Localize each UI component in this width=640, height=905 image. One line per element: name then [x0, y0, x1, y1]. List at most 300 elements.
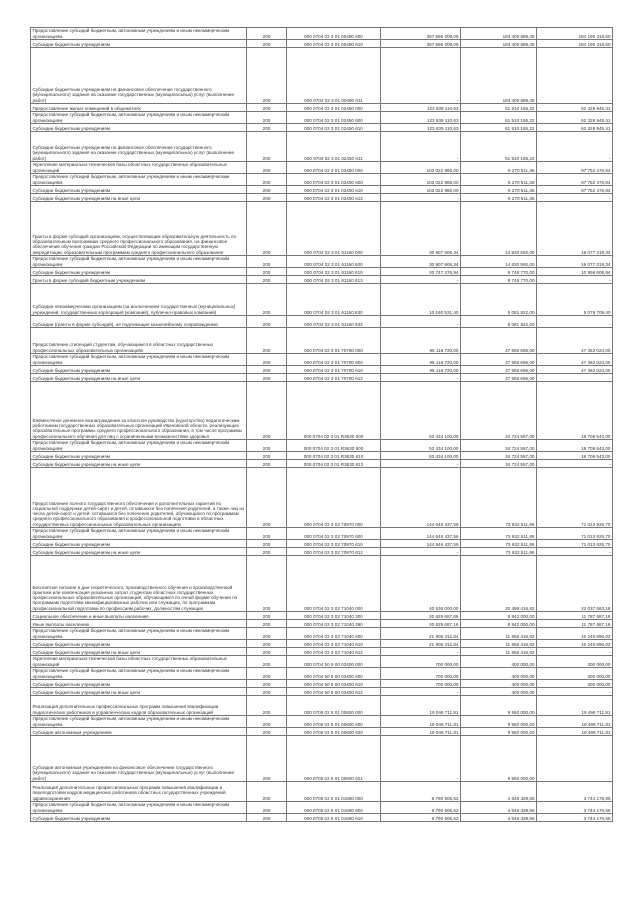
- row-name-cell: Ежемесячное денежное вознаграждение за классное руководство (кураторство) педагогическим работникам государственных образовательных организаций Ивановской области, реализующих образовательные программы среднего профессионального образования, в том числе программы профессионального обучения для лиц с ограниченными возможностями здоровья: [31, 382, 247, 440]
- row-value1-cell: 144 646 437,56: [381, 540, 461, 548]
- row-value1-cell: 367 596 208,05: [381, 28, 461, 40]
- table-row: [31, 548, 613, 556]
- row-group-cell: 200: [247, 256, 287, 268]
- row-value2-cell: 61 510 165,22: [461, 104, 537, 112]
- row-value1-cell: 21 906 312,84: [381, 628, 461, 640]
- row-value1-cell: -: [381, 132, 461, 162]
- row-value2-cell: 400 000,00: [461, 656, 537, 668]
- row-value1-cell: -: [381, 374, 461, 382]
- row-name-cell: Предоставление субсидий бюджетным, автономным учреждениям и иным некоммерческим организациям: [31, 628, 247, 640]
- row-group-cell: 200: [247, 728, 287, 736]
- row-group-cell: 200: [247, 104, 287, 112]
- row-value3-cell: 19 496 711,81: [537, 716, 613, 728]
- row-value2-cell: 9 550 000,00: [461, 728, 537, 736]
- row-value3-cell: 16 077 319,34: [537, 256, 613, 268]
- row-value3-cell: 18 709 543,00: [537, 452, 613, 460]
- table-row: [31, 366, 613, 374]
- row-group-cell: 200: [247, 316, 287, 328]
- row-value2-cell: 183 405 889,45: [461, 40, 537, 48]
- row-value3-cell: 10 249 896,02: [537, 640, 613, 648]
- row-value1-cell: 700 000,00: [381, 656, 461, 668]
- table-row: [31, 256, 613, 268]
- row-name-cell: Гранты в форме субсидий организациям, осуществляющим образовательную деятельность по образовательным программам среднего профессионального образования, на финансовое обеспечение обучения граждан Российской Федерации по имеющим государственную аккредитацию образовательным программам среднего профессионального образования: [31, 202, 247, 256]
- table-row: [31, 680, 613, 688]
- row-value3-cell: 184 190 318,60: [537, 28, 613, 40]
- row-group-cell: 200: [247, 194, 287, 202]
- row-code-cell: 000 0704 02 3 02 71040 610: [287, 640, 381, 648]
- row-value2-cell: 5 270 511,36: [461, 194, 537, 202]
- row-value1-cell: 19 046 711,81: [381, 728, 461, 736]
- row-value3-cell: 16 077 319,34: [537, 202, 613, 256]
- table-row: [31, 284, 613, 316]
- row-group-cell: 200: [247, 374, 287, 382]
- row-value3-cell: -: [537, 194, 613, 202]
- row-value1-cell: 10 160 531,40: [381, 284, 461, 316]
- row-value2-cell: 20 498 416,82: [461, 556, 537, 612]
- row-value3-cell: 19 496 711,81: [537, 728, 613, 736]
- row-group-cell: 200: [247, 468, 287, 528]
- table-row: [31, 112, 613, 124]
- row-value2-cell: 47 656 696,00: [461, 354, 537, 366]
- row-value2-cell: 183 405 889,45: [461, 28, 537, 40]
- row-name-cell: Субсидии бюджетным учреждениям: [31, 268, 247, 276]
- row-value1-cell: 53 434 100,00: [381, 382, 461, 440]
- table-row: [31, 460, 613, 468]
- row-code-cell: 000 0704 02 3 01 70780 610: [287, 366, 381, 374]
- row-value3-cell: 300 000,00: [537, 668, 613, 680]
- row-value2-cell: 9 748 770,00: [461, 276, 537, 284]
- row-value1-cell: 21 906 312,84: [381, 640, 461, 648]
- table-row: [31, 540, 613, 548]
- row-value3-cell: -: [537, 460, 613, 468]
- row-name-cell: Субсидии бюджетным учреждениям на иные цели: [31, 648, 247, 656]
- row-code-cell: 000 0704 02 3 01 R3630 612: [287, 460, 381, 468]
- row-code-cell: 000 0704 02 3 01 03400 612: [287, 194, 381, 202]
- row-value2-cell: 34 724 557,00: [461, 382, 537, 440]
- row-code-cell: 000 0704 02 3 01 61160 633: [287, 316, 381, 328]
- row-value3-cell: -: [537, 316, 613, 328]
- row-value1-cell: 19 046 711,81: [381, 716, 461, 728]
- row-code-cell: 000 0704 02 3 02 71040 600: [287, 628, 381, 640]
- row-value2-cell: 11 656 416,82: [461, 640, 537, 648]
- row-code-cell: 000 0704 02 3 02 71040 612: [287, 648, 381, 656]
- row-group-cell: 200: [247, 354, 287, 366]
- row-value3-cell: 3 744 175,96: [537, 802, 613, 814]
- row-code-cell: 000 0704 50 9 00 03400 612: [287, 688, 381, 696]
- table-row: [31, 382, 613, 440]
- row-value3-cell: 62 328 945,41: [537, 104, 613, 112]
- row-name-cell: Субсидии бюджетным учреждениям на финансовое обеспечение государственного (муниципального) задания на оказание государственных (муниципальных) услуг (выполнение работ): [31, 132, 247, 162]
- row-name-cell: Бесплатное питание в дни теоретического, производственного обучения и производственной практики или компенсация указанных затрат студентам областных государственных профессиональных образовательных организаций, обучающимся по очной форме обучения по программам подготовки квалифицированных рабочих или служащих, по программам профессиональной подготовки по профессиям рабочих, должностям служащих: [31, 556, 247, 612]
- row-name-cell: Субсидии бюджетным учреждениям на финансовое обеспечение государственного (муниципального) задания на оказание государственных (муниципальных) услуг (выполнение работ): [31, 48, 247, 104]
- row-code-cell: 000 0704 02 3 01 61160 613: [287, 276, 381, 284]
- row-code-cell: 000 0704 02 3 02 71040 000: [287, 556, 381, 612]
- row-value3-cell: 97 752 476,84: [537, 186, 613, 194]
- row-name-cell: Предоставление субсидий бюджетным, автономным учреждениям и иным некоммерческим организациям: [31, 528, 247, 540]
- row-name-cell: Субсидии автономным учреждениям на финансовое обеспечение государственного (муниципального) задания на оказание государственных (муниципальных) услуг (выполнение работ): [31, 736, 247, 782]
- row-code-cell: 000 0704 02 3 01 61160 630: [287, 284, 381, 316]
- row-value3-cell: -: [537, 548, 613, 556]
- row-value3-cell: 62 328 945,41: [537, 112, 613, 124]
- row-value3-cell: 300 000,00: [537, 656, 613, 668]
- row-name-cell: Укрепление материально-технической базы областных государственных образовательных организаций: [31, 162, 247, 174]
- row-value1-cell: 95 118 720,00: [381, 328, 461, 354]
- row-value1-cell: 700 000,00: [381, 680, 461, 688]
- row-value1-cell: -: [381, 316, 461, 328]
- row-code-cell: 000 0704 02 3 01 61160 000: [287, 202, 381, 256]
- row-value1-cell: -: [381, 460, 461, 468]
- row-group-cell: 200: [247, 366, 287, 374]
- row-value1-cell: 103 022 988,00: [381, 174, 461, 186]
- row-value2-cell: 4 646 329,56: [461, 782, 537, 802]
- row-value1-cell: 123 839 110,63: [381, 124, 461, 132]
- row-value2-cell: 9 550 000,00: [461, 736, 537, 782]
- row-name-cell: Субсидии (гранты в форме субсидий), не подлежащие казначейскому сопровождению: [31, 316, 247, 328]
- row-code-cell: 000 0705 02 5 01 00600 620: [287, 728, 381, 736]
- table-row: [31, 802, 613, 814]
- row-value1-cell: 8 790 505,52: [381, 802, 461, 814]
- row-value1-cell: 123 839 110,63: [381, 112, 461, 124]
- row-group-cell: 200: [247, 162, 287, 174]
- row-value3-cell: 47 462 024,00: [537, 354, 613, 366]
- row-code-cell: 000 0704 02 3 02 70970 612: [287, 548, 381, 556]
- table-row: [31, 186, 613, 194]
- table-row: [31, 374, 613, 382]
- table-row: [31, 132, 613, 162]
- row-code-cell: 000 0704 02 3 02 70970 600: [287, 528, 381, 540]
- row-value1-cell: 30 907 906,34: [381, 202, 461, 256]
- table-row: [31, 696, 613, 716]
- row-value2-cell: 61 510 165,22: [461, 124, 537, 132]
- row-name-cell: Укрепление материально-технической базы областных государственных образовательных организаций: [31, 656, 247, 668]
- table-row: [31, 40, 613, 48]
- row-value1-cell: -: [381, 688, 461, 696]
- row-value1-cell: 144 646 437,56: [381, 528, 461, 540]
- row-value2-cell: 400 000,00: [461, 680, 537, 688]
- row-name-cell: Субсидии бюджетным учреждениям: [31, 366, 247, 374]
- row-group-cell: 200: [247, 132, 287, 162]
- row-value3-cell: 71 013 925,70: [537, 540, 613, 548]
- row-value3-cell: -: [537, 648, 613, 656]
- row-code-cell: 000 0704 02 3 01 61160 610: [287, 268, 381, 276]
- row-group-cell: 200: [247, 648, 287, 656]
- row-value1-cell: 19 046 711,81: [381, 696, 461, 716]
- row-value3-cell: -: [537, 48, 613, 104]
- row-group-cell: 200: [247, 612, 287, 620]
- row-value2-cell: 47 656 696,00: [461, 374, 537, 382]
- row-code-cell: 000 0704 02 3 01 03400 600: [287, 174, 381, 186]
- budget-report-page: [30, 27, 612, 822]
- row-group-cell: 200: [247, 382, 287, 440]
- table-row: [31, 124, 613, 132]
- row-name-cell: Субсидии бюджетным учреждениям: [31, 540, 247, 548]
- row-value1-cell: 30 907 906,34: [381, 256, 461, 268]
- row-name-cell: Предоставление субсидий бюджетным, автономным учреждениям и иным некоммерческим организациям: [31, 174, 247, 186]
- table-row: [31, 648, 613, 656]
- row-name-cell: Предоставление субсидий бюджетным, автономным учреждениям и иным некоммерческим организациям: [31, 802, 247, 814]
- row-value3-cell: 11 787 687,16: [537, 620, 613, 628]
- row-value1-cell: 103 022 956,00: [381, 186, 461, 194]
- row-value1-cell: 95 118 720,00: [381, 354, 461, 366]
- table-row: [31, 328, 613, 354]
- row-group-cell: 200: [247, 688, 287, 696]
- row-group-cell: 200: [247, 656, 287, 668]
- row-value3-cell: 71 013 925,70: [537, 468, 613, 528]
- row-value3-cell: -: [537, 276, 613, 284]
- table-row: [31, 612, 613, 620]
- row-code-cell: 000 0704 02 3 01 70780 000: [287, 328, 381, 354]
- row-name-cell: Субсидии бюджетным учреждениям: [31, 186, 247, 194]
- row-code-cell: 000 0704 02 3 01 R3630 610: [287, 452, 381, 460]
- row-name-cell: Предоставление субсидий бюджетным, автономным учреждениям и иным некоммерческим организациям: [31, 256, 247, 268]
- row-name-cell: Реализация дополнительных профессиональных программ повышения квалификации и переподготовки кадров медицинских работников областных государственных учреждений здравоохранения: [31, 782, 247, 802]
- row-group-cell: 200: [247, 452, 287, 460]
- row-code-cell: 000 0704 50 9 00 03400 600: [287, 668, 381, 680]
- row-group-cell: 200: [247, 124, 287, 132]
- table-row: [31, 268, 613, 276]
- row-value1-cell: 123 839 110,63: [381, 104, 461, 112]
- row-value2-cell: 5 081 822,00: [461, 316, 537, 328]
- row-value1-cell: 20 629 687,66: [381, 612, 461, 620]
- row-value3-cell: -: [537, 132, 613, 162]
- table-row: [31, 688, 613, 696]
- row-value2-cell: 73 632 511,86: [461, 540, 537, 548]
- row-group-cell: 200: [247, 548, 287, 556]
- row-group-cell: 200: [247, 814, 287, 822]
- row-group-cell: 200: [247, 28, 287, 40]
- table-row: [31, 782, 613, 802]
- row-code-cell: 000 0704 50 9 00 03400 610: [287, 680, 381, 688]
- row-value2-cell: 5 081 822,00: [461, 284, 537, 316]
- table-row: [31, 716, 613, 728]
- row-code-cell: 000 0705 02 5 01 00600 000: [287, 696, 381, 716]
- row-value3-cell: 62 328 945,41: [537, 124, 613, 132]
- row-code-cell: 000 0704 02 3 01 61160 600: [287, 256, 381, 268]
- row-code-cell: 000 0704 02 3 01 02450 000: [287, 104, 381, 112]
- row-name-cell: Субсидии бюджетным учреждениям на иные цели: [31, 194, 247, 202]
- row-name-cell: Предоставление субсидий бюджетным, автономным учреждениям и иным некоммерческим организациям: [31, 28, 247, 40]
- table-row: [31, 440, 613, 452]
- row-value3-cell: 97 752 476,84: [537, 162, 613, 174]
- table-row: [31, 728, 613, 736]
- row-code-cell: 000 0704 02 3 01 70780 612: [287, 374, 381, 382]
- row-value1-cell: 8 790 505,52: [381, 782, 461, 802]
- row-value1-cell: 103 022 956,00: [381, 162, 461, 174]
- row-group-cell: 200: [247, 802, 287, 814]
- row-value1-cell: 367 596 208,05: [381, 40, 461, 48]
- row-group-cell: 200: [247, 284, 287, 316]
- row-code-cell: 000 0705 02 5 01 01660 600: [287, 802, 381, 814]
- table-row: [31, 668, 613, 680]
- table-row: [31, 316, 613, 328]
- row-value2-cell: 73 632 511,86: [461, 468, 537, 528]
- row-value2-cell: 47 656 696,00: [461, 366, 537, 374]
- row-value2-cell: 61 510 165,22: [461, 112, 537, 124]
- table-row: [31, 28, 613, 40]
- row-name-cell: Субсидии бюджетным учреждениям на иные цели: [31, 460, 247, 468]
- row-value3-cell: 47 462 024,00: [537, 328, 613, 354]
- row-value1-cell: 700 000,00: [381, 668, 461, 680]
- row-value2-cell: 5 270 511,36: [461, 186, 537, 194]
- row-group-cell: 200: [247, 112, 287, 124]
- row-code-cell: 000 0704 02 3 01 03400 000: [287, 162, 381, 174]
- row-group-cell: 200: [247, 620, 287, 628]
- row-name-cell: Субсидии некоммерческим организациям (за исключением государственных (муниципальных) учреждений, государственных корпораций (компаний), публично-правовых компаний): [31, 284, 247, 316]
- row-group-cell: 200: [247, 328, 287, 354]
- table-row: [31, 194, 613, 202]
- row-value2-cell: 61 510 165,22: [461, 132, 537, 162]
- table-row: [31, 528, 613, 540]
- row-name-cell: Предоставление субсидий бюджетным, автономным учреждениям и иным некоммерческим организациям: [31, 354, 247, 366]
- row-name-cell: Предоставление полного государственного обеспечения и дополнительных гарантий по социальной поддержке детей-сирот и детей, оставшихся без попечения родителей, а также лиц из числа детей-сирот и детей, оставшихся без попечения родителей, обучающихся по программам среднего профессионального образования и профессиональной подготовки в областных государственных профессиональных образовательных организациях: [31, 468, 247, 528]
- row-code-cell: 000 0704 02 3 01 00490 611: [287, 48, 381, 104]
- row-group-cell: 200: [247, 174, 287, 186]
- row-value3-cell: -: [537, 374, 613, 382]
- row-value1-cell: 53 434 100,00: [381, 452, 461, 460]
- row-value3-cell: 300 000,00: [537, 680, 613, 688]
- table-row: [31, 814, 613, 822]
- row-value2-cell: 34 724 557,00: [461, 440, 537, 452]
- row-name-cell: Субсидии бюджетным учреждениям на иные цели: [31, 548, 247, 556]
- row-value2-cell: 47 656 696,00: [461, 328, 537, 354]
- table-row: [31, 162, 613, 174]
- row-name-cell: Субсидии бюджетным учреждениям на иные цели: [31, 374, 247, 382]
- row-code-cell: 000 0704 50 9 00 03400 000: [287, 656, 381, 668]
- row-value3-cell: 22 037 583,18: [537, 556, 613, 612]
- row-value3-cell: -: [537, 736, 613, 782]
- row-value1-cell: -: [381, 48, 461, 104]
- row-value2-cell: 8 842 000,00: [461, 620, 537, 628]
- budget-table-body: [31, 28, 613, 822]
- row-code-cell: 000 0704 02 3 02 70970 610: [287, 540, 381, 548]
- row-group-cell: 200: [247, 268, 287, 276]
- row-value1-cell: -: [381, 276, 461, 284]
- row-name-cell: Предоставление жилых помещений в общежитиях: [31, 104, 247, 112]
- row-group-cell: 200: [247, 540, 287, 548]
- row-value1-cell: 40 536 000,00: [381, 556, 461, 612]
- row-value1-cell: 53 434 100,00: [381, 440, 461, 452]
- row-value3-cell: -: [537, 688, 613, 696]
- row-group-cell: 200: [247, 668, 287, 680]
- row-code-cell: 000 0704 02 3 02 70970 000: [287, 468, 381, 528]
- row-name-cell: Субсидии автономным учреждениям: [31, 728, 247, 736]
- table-row: [31, 620, 613, 628]
- row-value2-cell: 73 632 511,86: [461, 528, 537, 540]
- row-value3-cell: 10 249 896,02: [537, 628, 613, 640]
- row-value2-cell: 4 646 329,56: [461, 814, 537, 822]
- row-code-cell: 000 0705 02 5 01 00600 600: [287, 716, 381, 728]
- row-value3-cell: 184 190 318,60: [537, 40, 613, 48]
- row-value2-cell: 34 724 557,00: [461, 460, 537, 468]
- row-value3-cell: 3 744 175,96: [537, 782, 613, 802]
- row-name-cell: Реализация дополнительных профессиональных программ повышения квалификации педагогических работников и управленческих кадров образовательных организаций: [31, 696, 247, 716]
- table-row: [31, 640, 613, 648]
- row-value1-cell: 20 629 687,16: [381, 620, 461, 628]
- row-value2-cell: 8 842 000,00: [461, 612, 537, 620]
- row-value3-cell: 18 709 543,00: [537, 382, 613, 440]
- table-row: [31, 452, 613, 460]
- table-row: [31, 354, 613, 366]
- row-value3-cell: 11 787 687,16: [537, 612, 613, 620]
- row-value2-cell: 183 405 889,45: [461, 48, 537, 104]
- row-value1-cell: 20 747 376,94: [381, 268, 461, 276]
- table-row: [31, 556, 613, 612]
- row-value2-cell: 11 656 416,82: [461, 648, 537, 656]
- table-row: [31, 174, 613, 186]
- row-name-cell: Предоставление субсидий бюджетным, автономным учреждениям и иным некоммерческим организациям: [31, 668, 247, 680]
- row-value3-cell: 18 709 543,00: [537, 440, 613, 452]
- row-name-cell: Субсидии бюджетным учреждениям: [31, 452, 247, 460]
- row-value3-cell: 19 496 711,81: [537, 696, 613, 716]
- row-value2-cell: 14 830 592,00: [461, 202, 537, 256]
- row-code-cell: 000 0704 02 3 01 03400 610: [287, 186, 381, 194]
- row-name-cell: Субсидии бюджетным учреждениям: [31, 640, 247, 648]
- row-group-cell: 200: [247, 186, 287, 194]
- row-group-cell: 200: [247, 202, 287, 256]
- table-row: [31, 736, 613, 782]
- row-group-cell: 200: [247, 628, 287, 640]
- row-name-cell: Предоставление субсидий бюджетным, автономным учреждениям и иным некоммерческим организациям: [31, 112, 247, 124]
- row-code-cell: 000 0704 02 3 01 02450 600: [287, 112, 381, 124]
- row-value2-cell: 9 550 000,00: [461, 716, 537, 728]
- row-group-cell: 200: [247, 782, 287, 802]
- row-value2-cell: 14 830 592,00: [461, 256, 537, 268]
- row-group-cell: 200: [247, 528, 287, 540]
- row-value1-cell: -: [381, 548, 461, 556]
- row-group-cell: 200: [247, 460, 287, 468]
- table-row: [31, 202, 613, 256]
- row-group-cell: 200: [247, 40, 287, 48]
- row-group-cell: 200: [247, 696, 287, 716]
- row-group-cell: 200: [247, 48, 287, 104]
- row-value1-cell: -: [381, 194, 461, 202]
- row-value3-cell: 97 752 476,84: [537, 174, 613, 186]
- row-group-cell: 200: [247, 736, 287, 782]
- row-name-cell: Гранты в форме субсидий бюджетным учреждениям: [31, 276, 247, 284]
- row-value2-cell: 5 270 511,36: [461, 174, 537, 186]
- row-code-cell: 000 0704 02 3 01 R3630 600: [287, 440, 381, 452]
- row-name-cell: Предоставление субсидий бюджетным, автономным учреждениям и иным некоммерческим организациям: [31, 716, 247, 728]
- row-name-cell: Субсидии бюджетным учреждениям на иные цели: [31, 688, 247, 696]
- row-name-cell: Субсидии бюджетным учреждениям: [31, 680, 247, 688]
- table-row: [31, 276, 613, 284]
- budget-table: [30, 27, 613, 822]
- row-value2-cell: 9 550 000,00: [461, 696, 537, 716]
- row-code-cell: 000 0704 02 3 01 02450 610: [287, 124, 381, 132]
- table-row: [31, 48, 613, 104]
- row-name-cell: Предоставление стипендий студентам, обучающимся в областных государственных профессиональных образовательных организациях: [31, 328, 247, 354]
- table-row: [31, 468, 613, 528]
- row-value3-cell: 10 998 606,94: [537, 268, 613, 276]
- row-code-cell: 000 0705 02 5 01 00600 621: [287, 736, 381, 782]
- row-value2-cell: 9 748 770,00: [461, 268, 537, 276]
- row-value1-cell: 95 118 720,00: [381, 366, 461, 374]
- row-code-cell: 000 0704 02 3 01 00490 600: [287, 28, 381, 40]
- row-name-cell: Субсидии бюджетным учреждениям: [31, 124, 247, 132]
- row-group-cell: 200: [247, 440, 287, 452]
- row-name-cell: Предоставление субсидий бюджетным, автономным учреждениям и иным некоммерческим организациям: [31, 440, 247, 452]
- row-value3-cell: 71 013 925,70: [537, 528, 613, 540]
- row-value2-cell: 400 000,00: [461, 668, 537, 680]
- row-code-cell: 000 0704 02 3 02 71040 300: [287, 612, 381, 620]
- row-code-cell: 000 0704 02 3 01 02450 611: [287, 132, 381, 162]
- row-group-cell: 200: [247, 276, 287, 284]
- row-code-cell: 000 0704 02 3 01 R3630 000: [287, 382, 381, 440]
- row-value2-cell: 34 724 557,00: [461, 452, 537, 460]
- row-value3-cell: 47 462 024,00: [537, 366, 613, 374]
- row-code-cell: 000 0705 02 5 01 01660 000: [287, 782, 381, 802]
- row-code-cell: 000 0704 02 3 01 00490 610: [287, 40, 381, 48]
